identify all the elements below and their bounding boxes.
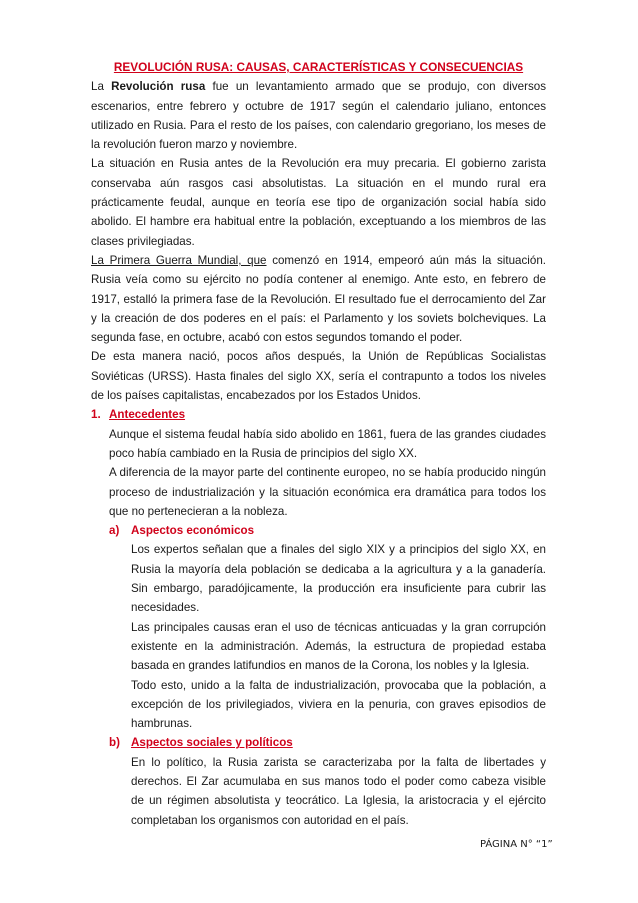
subsection-a-letter: a) [109, 524, 120, 538]
subsection-a-title: Aspectos económicos [131, 524, 255, 538]
subsection-b-heading [109, 733, 546, 752]
intro-p3-rest: comenzó en 1914, empeoró aún más la situación. Rusia veía como su ejército no podía contener al enemigo. Ante esto, en febrero de 1917, estalló la primera fase de la Revolución. El resultado fue el derrocamiento del Zar y la creación de dos poderes en el país: el Parlamento y los soviets bolcheviques. La segunda fase, en octubre, acabó con estos segundos tomando el poder. [91, 253, 546, 345]
intro-p1-rest: fue un levantamiento armado que se produjo, con diversos escenarios, entre febrero y octubre de 1917 según el calendario juliano, entonces utilizado en Rusia. Para el resto de los países, con calendario gregoriano, los meses de la revolución fueron marzo y noviembre. [91, 80, 546, 152]
page-number-footer: PÁGINA N° “1” [480, 839, 553, 850]
document-title: REVOLUCIÓN RUSA: CAUSAS, CARACTERÍSTICAS Y CONSECUENCIAS [113, 60, 524, 74]
section-1-heading [91, 405, 546, 424]
section-1-number: 1. [91, 408, 101, 422]
document-body [91, 58, 546, 830]
subsection-b-paragraph-1: En lo político, la Rusia zarista se caracterizaba por la falta de libertades y derechos. El Zar acumulaba en sus manos todo el poder como cabeza visible de un régimen absolutista y teocrático. La Iglesia, la aristocracia y el ejército completaban los organismos con autoridad en el país. [131, 755, 546, 827]
subsection-a-paragraph-3: Todo esto, unido a la falta de industrialización, provocaba que la población, a excepción de los privilegiados, viviera en la penuria, con graves episodios de hambrunas. [131, 678, 546, 731]
subsection-a-heading [109, 521, 546, 540]
section-1-paragraph-2: A diferencia de la mayor parte del continente europeo, no se había producido ningún proceso de industrialización y la situación económica era dramática para todos los que no pertenecieran a la nobleza. [109, 466, 546, 518]
intro-p3-underlined: La Primera Guerra Mundial, que [91, 253, 267, 267]
subsection-b-letter: b) [109, 736, 120, 750]
intro-paragraph-4: De esta manera nació, pocos años después, la Unión de Repúblicas Socialistas Soviéticas (URSS). Hasta finales del siglo XX, sería el contrapunto a todos los niveles de los países capitalistas, encabezados por los Estados Unidos. [91, 350, 546, 403]
intro-paragraph-2: La situación en Rusia antes de la Revolución era muy precaria. El gobierno zarista conservaba aún rasgos casi absolutistas. La situación en el mundo rural era prácticamente feudal, aunque en teoría ese tipo de organización social había sido abolido. El hambre era habitual entre la población, exceptuando a los miembros de las clases privilegiadas. [91, 157, 546, 248]
intro-paragraph-1 [91, 77, 546, 154]
subsection-a-paragraph-2: Las principales causas eran el uso de técnicas anticuadas y la gran corrupción existente en la administración. Además, la estructura de propiedad estaba basada en grandes latifundios en manos de la Corona, los nobles y la Iglesia. [131, 620, 546, 673]
intro-paragraph-3 [91, 251, 546, 347]
section-1-title: Antecedentes [109, 408, 186, 422]
intro-p1-prefix: La [91, 80, 112, 94]
subsection-b-title: Aspectos sociales y políticos [131, 736, 293, 750]
subsection-a-paragraph-1: Los expertos señalan que a finales del siglo XIX y a principios del siglo XX, en Rusia la mayoría dela población se dedicaba a la agricultura y a la ganadería. Sin embargo, paradójicamente, la producción era insuficiente para cubrir las necesidades. [131, 543, 546, 615]
intro-p1-bold: Revolución rusa [111, 80, 206, 94]
section-1-paragraph-1: Aunque el sistema feudal había sido abolido en 1861, fuera de las grandes ciudades poco había cambiado en la Rusia de principios del siglo XX. [109, 427, 546, 460]
